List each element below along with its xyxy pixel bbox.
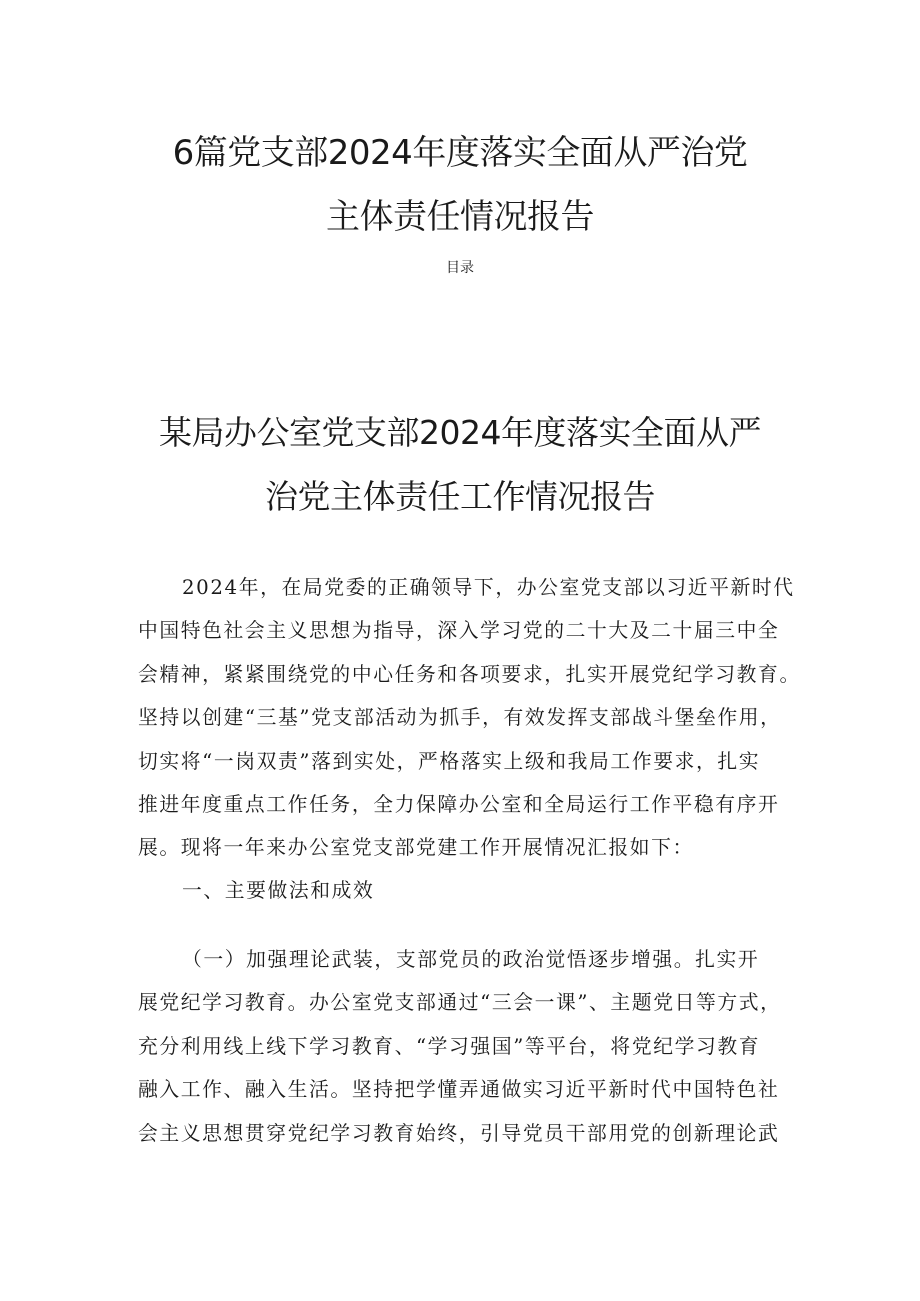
document-title-line-2: 主体责任情况报告 — [326, 197, 594, 237]
paragraph-line: 展。现将一年来办公室党支部党建工作开展情况汇报如下： — [138, 836, 694, 860]
paragraph-intro — [138, 566, 801, 870]
paragraph-line: 会主义思想贯穿党纪学习教育始终，引导党员干部用党的创新理论武 — [138, 1121, 780, 1145]
paragraph-theory-arming — [138, 938, 798, 1155]
section-title-line-2: 治党主体责任工作情况报告 — [265, 477, 655, 516]
paragraph-line: 展党纪学习教育。办公室党支部通过“三会一课”、主题党日等方式， — [138, 991, 782, 1015]
paragraph-line: 充分利用线上线下学习教育、“学习强国”等平台，将党纪学习教育 — [138, 1034, 761, 1058]
paragraph-line: 中国特色社会主义思想为指导，深入学习党的二十大及二十届三中全 — [138, 619, 780, 643]
document-title-line-1: 6篇党支部2024年度落实全面从严治党 — [172, 133, 748, 173]
paragraph-line: 会精神，紧紧围绕党的中心任务和各项要求，扎实开展党纪学习教育。 — [138, 662, 801, 686]
section-heading-main-practices: 一、主要做法和成效 — [182, 879, 375, 902]
paragraph-line: 坚持以创建“三基”党支部活动为抓手，有效发挥支部战斗堡垒作用， — [138, 706, 782, 730]
paragraph-line: 切实将“一岗双责”落到实处，严格落实上级和我局工作要求，扎实 — [138, 749, 761, 773]
table-of-contents-label: 目录 — [446, 260, 474, 276]
paragraph-line: 融入工作、融入生活。坚持把学懂弄通做实习近平新时代中国特色社 — [138, 1078, 780, 1102]
paragraph-line: 推进年度重点工作任务，全力保障办公室和全局运行工作平稳有序开 — [138, 792, 780, 816]
paragraph-line: （一）加强理论武装，支部党员的政治觉悟逐步增强。扎实开 — [182, 948, 760, 971]
section-title-line-1: 某局办公室党支部2024年度落实全面从严 — [159, 413, 761, 452]
paragraph-line: 2024年，在局党委的正确领导下，办公室党支部以习近平新时代 — [182, 576, 795, 599]
